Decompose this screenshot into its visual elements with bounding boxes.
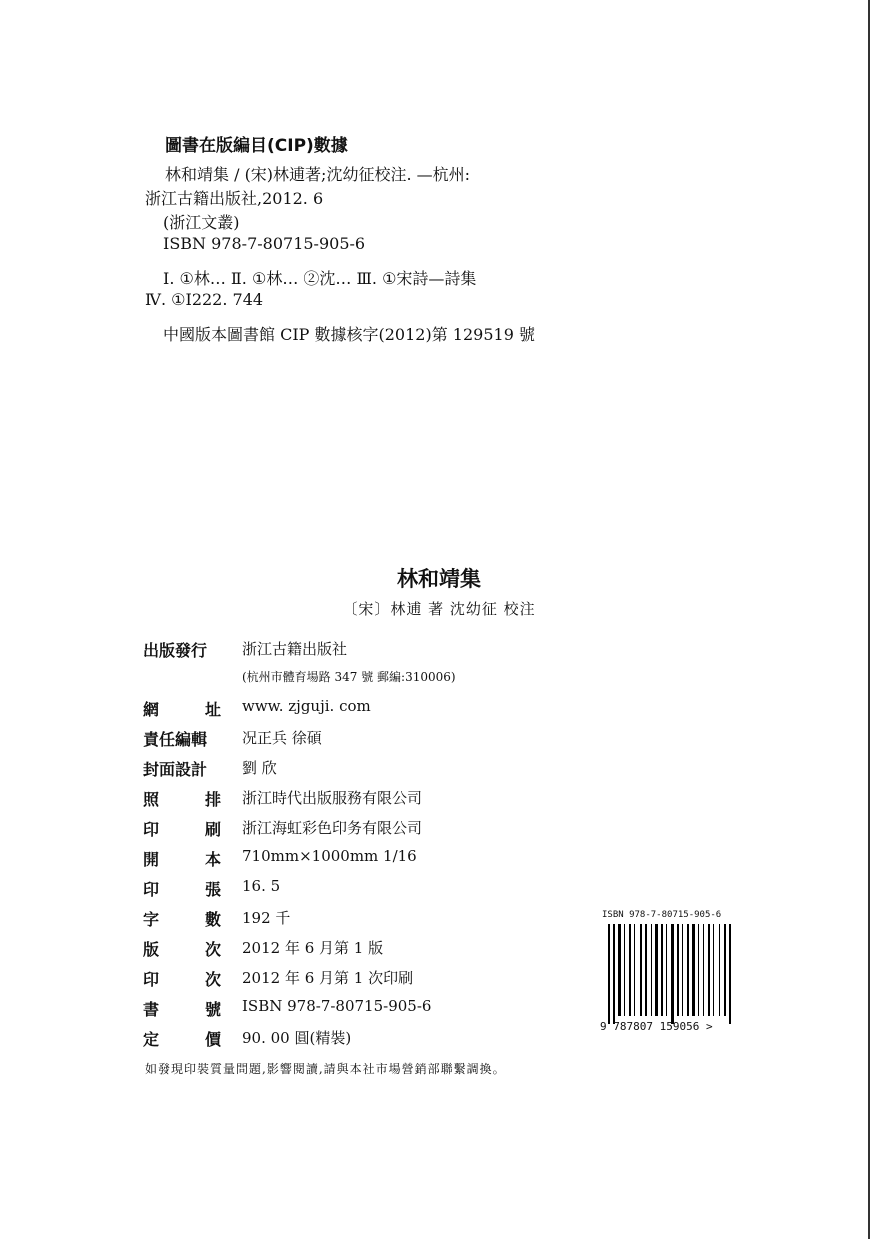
info-value: 浙江古籍出版社 [242,640,348,658]
barcode-bar [692,924,695,1016]
barcode-bar [719,924,720,1016]
barcode-bars [608,924,756,1024]
barcode-bar [666,924,667,1016]
barcode-bar [708,924,710,1016]
info-value: 2012 年 6 月第 1 次印刷 [242,969,414,987]
info-value: ISBN 978-7-80715-905-6 [242,997,432,1015]
info-value: 况正兵 徐碩 [242,729,322,747]
info-label-part: 字 [143,910,160,929]
barcode-bar [629,924,631,1016]
info-label [143,877,221,900]
info-value: 劉 欣 [242,759,277,777]
info-label-part: 書 [143,1000,160,1019]
cip-line-5: Ⅰ. ①林… Ⅱ. ①林… ②沈… Ⅲ. ①宋詩—詩集 [163,269,477,288]
info-label [143,727,221,750]
barcode-bar [640,924,642,1016]
info-label-part: 數 [204,910,221,929]
info-label-part: 版 [143,940,160,959]
info-label-part: 印 [143,970,160,989]
info-label [143,817,221,840]
barcode-number: 9 787807 159056 > [600,1020,713,1033]
cip-line-1: 林和靖集 / (宋)林逋著;沈幼征校注. —杭州: [165,165,471,184]
barcode-bar [651,924,652,1016]
quality-notice: 如發現印裝質量問題,影響閱讀,請與本社市場營銷部聯繫調換。 [145,1062,506,1076]
barcode-bar [661,924,663,1016]
book-title: 林和靖集 [397,567,481,591]
info-label-part: 出版發行 [143,641,208,660]
cip-line-6: Ⅳ. ①I222. 744 [145,290,264,309]
info-label [143,697,221,720]
barcode-bar [724,924,726,1016]
info-label-part: 排 [204,790,221,809]
info-label-part: 刷 [204,820,221,839]
info-value: 16. 5 [242,877,281,895]
info-label [143,847,221,870]
barcode-bar [608,924,610,1024]
info-value: www. zjguji. com [242,697,371,715]
info-label-part: 網 [143,700,160,719]
cip-line-2: 浙江古籍出版社,2012. 6 [145,189,324,208]
info-label-part: 價 [204,1030,221,1049]
cip-line-4: ISBN 978-7-80715-905-6 [163,234,366,253]
cip-title: 圖書在版編目(CIP)數據 [165,136,348,156]
barcode-bar [624,924,625,1016]
publisher-address: (杭州市體育場路 347 號 郵編:310006) [242,670,456,684]
barcode-bar [613,924,615,1024]
info-label [143,787,221,810]
info-label-part: 印 [143,880,160,899]
cip-line-7: 中國版本圖書館 CIP 數據核字(2012)第 129519 號 [163,325,535,344]
barcode-bar [713,924,714,1016]
barcode-bar [677,924,679,1016]
info-label [143,757,221,780]
cip-line-3: (浙江文叢) [163,213,240,232]
info-label-part: 印 [143,820,160,839]
barcode-bar [687,924,689,1016]
info-value: 浙江時代出版服務有限公司 [242,789,423,807]
barcode-bar [703,924,704,1016]
info-label [143,997,221,1020]
info-label [143,638,221,661]
info-label-part: 址 [204,700,221,719]
info-label-part: 照 [143,790,160,809]
barcode-bar [655,924,658,1016]
info-value: 192 千 [242,909,291,927]
barcode-bar [618,924,621,1016]
barcode-bar [645,924,647,1016]
barcode-bar [729,924,731,1024]
book-byline: 〔宋〕林逋 著 沈幼征 校注 [342,600,536,618]
info-label-part: 開 [143,850,160,869]
info-value: 710mm×1000mm 1/16 [242,847,417,865]
info-label [143,937,221,960]
barcode-bar [634,924,635,1016]
info-label-part: 責任編輯 [143,730,208,749]
barcode-isbn-text: ISBN 978-7-80715-905-6 [602,910,722,920]
info-label-part: 號 [204,1000,221,1019]
info-label [143,907,221,930]
info-label-part: 封面設計 [143,760,208,779]
page-edge-line [868,0,870,1239]
barcode-bar [698,924,699,1016]
isbn-barcode [600,910,760,1040]
info-label-part: 次 [204,940,221,959]
barcode-bar [671,924,674,1024]
info-value: 浙江海虹彩色印务有限公司 [242,819,423,837]
info-label-part: 次 [204,970,221,989]
info-label [143,967,221,990]
info-label [143,1027,221,1050]
barcode-bar [682,924,683,1016]
info-label-part: 本 [204,850,221,869]
info-label-part: 張 [204,880,221,899]
info-value: 2012 年 6 月第 1 版 [242,939,384,957]
info-value: 90. 00 圓(精裝) [242,1029,352,1047]
info-label-part: 定 [143,1030,160,1049]
